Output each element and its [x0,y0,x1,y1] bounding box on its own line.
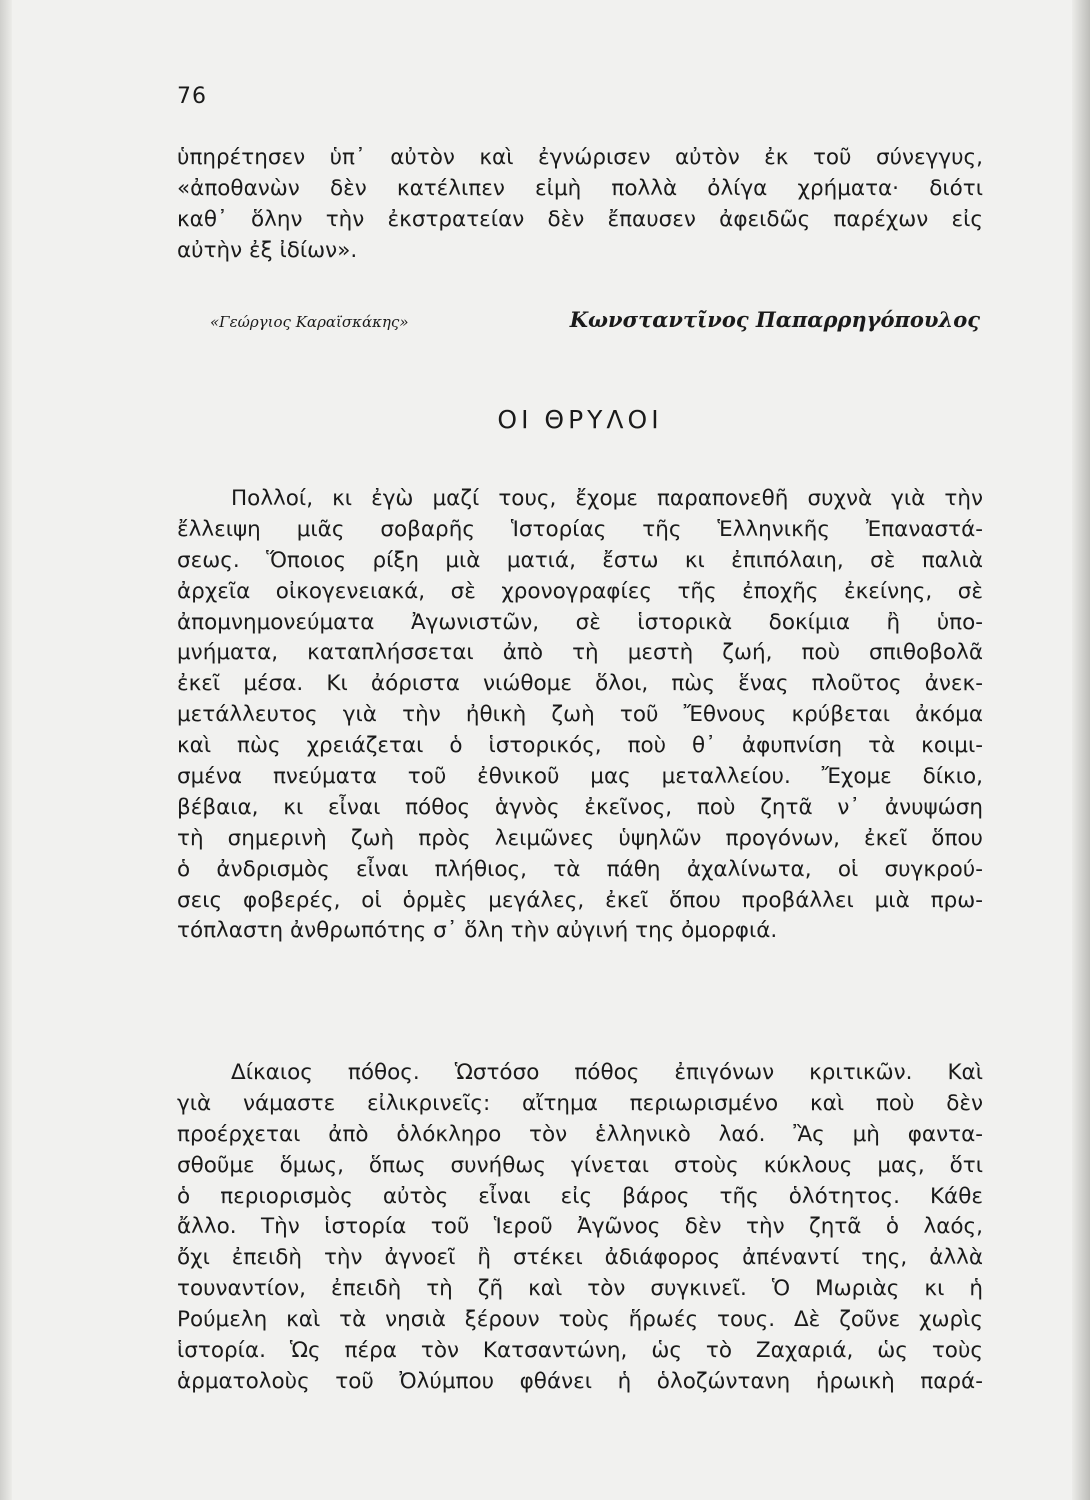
paragraph-line: σθοῦμε ὅμως, ὅπως συνήθως γίνεται στοὺς κύκλους μας, ὅτι [177,1152,983,1178]
quote-line: αὐτὴν ἐξ ἰδίων». [177,237,358,263]
paragraph-line: ἔλλειψη μιᾶς σοβαρῆς Ἱστορίας τῆς Ἑλληνικῆς Ἐπαναστά- [177,516,983,542]
paragraph-line: γιὰ νάμαστε εἰλικρινεῖς: αἴτημα περιωρισμένο καὶ ποὺ δὲν [177,1090,983,1116]
paragraph-line: ἱστορία. Ὡς πέρα τὸν Κατσαντώνη, ὡς τὸ Ζαχαριά, ὡς τοὺς [177,1338,983,1364]
paragraph-line: σεις φοβερές, οἱ ὁρμὲς μεγάλες, ἐκεῖ ὅπου προβάλλει μιὰ πρω- [177,887,983,913]
quote-line: «ἀποθανὼν δὲν κατέλιπεν εἰμὴ πολλὰ ὀλίγα χρήματα· διότι [177,175,983,201]
paragraph-line: τουναντίον, ἐπειδὴ τὴ ζῆ καὶ τὸν συγκινεῖ. Ὁ Μωριὰς κι ἡ [177,1276,983,1302]
paragraph-line: Δίκαιος πόθος. Ὡστόσο πόθος ἐπιγόνων κριτικῶν. Καὶ [231,1060,983,1085]
paragraph-line: βέβαια, κι εἶναι πόθος ἁγνὸς ἐκεῖνος, ποὺ ζητᾶ ν᾽ ἀνυψώση [177,794,983,820]
paragraph-line: ἐκεῖ μέσα. Κι ἀόριστα νιώθομε ὅλοι, πὼς ἕνας πλοῦτος ἀνεκ- [177,671,983,697]
paragraph-2 [177,1058,983,1398]
paragraph-line: σμένα πνεύματα τοῦ ἐθνικοῦ μας μεταλλείου. Ἔχομε δίκιο, [177,764,983,790]
page-left-edge [0,0,12,1500]
paragraph-line: μνήματα, καταπλήσσεται ἀπὸ τὴ μεστὴ ζωή, ποὺ σπιθοβολᾶ [177,640,983,666]
quote-line: ὑπηρέτησεν ὑπ᾽ αὐτὸν καὶ ἐγνώρισεν αὐτὸν ἐκ τοῦ σύνεγγυς, [177,145,983,170]
paragraph-line: ὄχι ἐπειδὴ τὴν ἀγνοεῖ ἢ στέκει ἀδιάφορος ἀπέναντί της, ἀλλὰ [177,1245,983,1271]
paragraph-line: καὶ πὼς χρειάζεται ὁ ἱστορικός, ποὺ θ᾽ ἀφυπνίση τὰ κοιμι- [177,733,983,759]
paragraph-line: τόπλαστη ἀνθρωπότης σ᾽ ὅλη τὴν αὐγινή της ὀμορφιά. [177,918,778,944]
paragraph-line: ἀρχεῖα οἰκογενειακά, σὲ χρονογραφίες τῆς ἐποχῆς ἐκείνης, σὲ [177,578,983,604]
paragraph-line: ὁ ἀνδρισμὸς εἶναι πλήθιος, τὰ πάθη ἀχαλίνωτα, οἱ συγκρού- [177,856,983,882]
page-right-edge [1072,0,1090,1500]
section-title: ΟΙ ΘΡΥΛΟΙ [497,405,663,434]
paragraph-line: σεως. Ὅποιος ρίξη μιὰ ματιά, ἔστω κι ἐπιπόλαιη, σὲ παλιὰ [177,547,983,573]
paragraph-line: τὴ σημερινὴ ζωὴ πρὸς λειμῶνες ὑψηλῶν προγόνων, ἐκεῖ ὅπου [177,825,983,851]
paragraph-line: ἀπομνημονεύματα Ἀγωνιστῶν, σὲ ἱστορικὰ δοκίμια ἢ ὑπο- [177,609,983,635]
paragraph-line: ἄλλο. Τὴν ἱστορία τοῦ Ἱεροῦ Ἀγῶνος δὲν τὴν ζητᾶ ὁ λαός, [177,1214,983,1240]
page-number: 76 [177,84,207,109]
quote-line: καθ᾽ ὅλην τὴν ἐκστρατείαν δὲν ἔπαυσεν ἀφειδῶς παρέχων εἰς [177,206,983,232]
paragraph-line: Πολλοί, κι ἐγὼ μαζί τους, ἔχομε παραπονεθῆ συχνὰ γιὰ τὴν [231,486,983,511]
paragraph-1 [177,484,983,947]
paragraph-line: ὁ περιορισμὸς αὐτὸς εἶναι εἰς βάρος τῆς ὁλότητος. Κάθε [177,1183,983,1209]
paragraph-line: ἁρματολοὺς τοῦ Ὀλύμπου φθάνει ἡ ὁλοζώντανη ἡρωικὴ παρά- [177,1368,983,1394]
attribution-author: Κωνσταντῖνος Παπαρρηγόπουλος [569,307,980,332]
attribution-source: «Γεώργιος Καραϊσκάκης» [210,313,409,331]
paragraph-line: προέρχεται ἀπὸ ὁλόκληρο τὸν ἑλληνικὸ λαό. Ἂς μὴ φαντα- [177,1121,983,1147]
quote-block [177,143,983,267]
paragraph-line: μετάλλευτος γιὰ τὴν ἠθικὴ ζωὴ τοῦ Ἔθνους κρύβεται ἀκόμα [177,702,983,728]
paragraph-line: Ρούμελη καὶ τὰ νησιὰ ξέρουν τοὺς ἥρωές τους. Δὲ ζοῦνε χωρὶς [177,1307,983,1333]
